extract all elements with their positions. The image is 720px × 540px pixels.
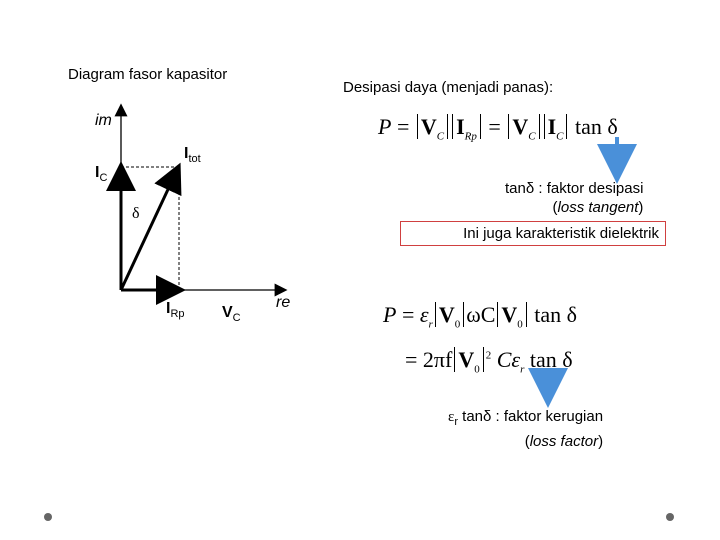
- eq2-v0-sub: 0: [454, 318, 461, 331]
- eq1-ic-sub: C: [556, 130, 564, 143]
- eq2-equals: =: [401, 302, 415, 327]
- tan-note: [505, 179, 643, 217]
- eq3-prefix: = 2πf: [405, 347, 453, 372]
- eq1-ic: I: [547, 114, 557, 139]
- itot-label-main: I: [184, 145, 189, 162]
- eq1-vc: V: [420, 114, 437, 139]
- eq1-vc2-sub: C: [528, 130, 536, 143]
- diagram-title: Diagram fasor kapasitor: [68, 66, 228, 83]
- irp-label-main: I: [166, 300, 171, 317]
- loss-note-italic: loss factor: [529, 433, 599, 450]
- tan-note-line2: (loss tangent): [552, 199, 644, 216]
- eq1-irp-abs: [452, 114, 481, 143]
- eq3-v0: V: [458, 347, 475, 372]
- eq3-square: 2: [485, 349, 492, 362]
- eq2-v0-abs: [435, 302, 464, 331]
- vc-label: [222, 304, 241, 324]
- eq1-vc-sub: C: [436, 130, 445, 143]
- itot-vector: [121, 168, 178, 290]
- eq2-v0b-abs: [497, 302, 526, 331]
- eq1-vc2: V: [512, 114, 529, 139]
- loss-note-eps: ε: [448, 409, 455, 425]
- eq1-vc2-abs: [508, 114, 539, 143]
- eq1-ic-abs: [544, 114, 568, 143]
- eq1-equals: =: [396, 114, 410, 139]
- im-axis-label: im: [95, 112, 112, 129]
- dissipation-title: Desipasi daya (menjadi panas):: [343, 79, 554, 96]
- corner-dot-left: [44, 513, 52, 521]
- eq1-p: P: [378, 114, 392, 139]
- equation-power-1: [378, 114, 618, 142]
- loss-note-eps-sub: r: [454, 416, 458, 428]
- tan-note-italic: loss tangent: [557, 199, 639, 216]
- eq2-p: P: [383, 302, 397, 327]
- corner-dot-right: [666, 513, 674, 521]
- equation-power-3: [405, 347, 573, 375]
- re-axis-label: re: [276, 294, 291, 311]
- loss-note-rest: tanδ : faktor kerugian: [457, 408, 604, 425]
- eq1-equals-2: =: [488, 114, 501, 139]
- itot-label: [184, 145, 201, 165]
- vc-label-sub: C: [232, 312, 241, 325]
- loss-note: [448, 407, 603, 452]
- eq1-irp: I: [456, 114, 465, 139]
- eq1-irp-sub: Rp: [464, 130, 477, 143]
- irp-label-sub: Rp: [170, 308, 185, 321]
- delta-label: δ: [132, 205, 140, 222]
- eq3-eps-sub: r: [520, 363, 525, 376]
- eq1-tan: tan δ: [574, 114, 618, 139]
- loss-note-line2: (loss factor): [524, 433, 604, 450]
- eq3-v0-sub: 0: [474, 363, 480, 376]
- irp-label: [166, 300, 185, 320]
- eq2-tan: tan δ: [534, 302, 578, 327]
- dielectric-characteristic-box: Ini juga karakteristik dielektrik: [400, 221, 666, 246]
- eq2-v0: V: [438, 302, 455, 327]
- eq3-v0-abs: [454, 347, 483, 376]
- ic-label-sub: C: [99, 172, 108, 185]
- eq2-eps: ε: [419, 302, 429, 327]
- itot-label-sub: tot: [188, 153, 201, 166]
- eq2-v0b-sub: 0: [517, 318, 523, 331]
- eq2-omega-c: ωC: [466, 302, 496, 327]
- vc-label-main: V: [222, 304, 233, 321]
- ic-label-main: I: [95, 164, 100, 181]
- loss-note-line1: [448, 407, 603, 432]
- ic-label: [95, 164, 107, 184]
- equation-power-2: [383, 302, 577, 330]
- tan-note-line1: tanδ : faktor desipasi: [505, 180, 644, 197]
- eq2-v0b: V: [501, 302, 518, 327]
- eq3-c-eps: Cε: [496, 347, 521, 372]
- eq2-eps-sub: r: [428, 318, 433, 331]
- eq1-vc-abs: [417, 114, 448, 143]
- eq3-tan: tan δ: [529, 347, 573, 372]
